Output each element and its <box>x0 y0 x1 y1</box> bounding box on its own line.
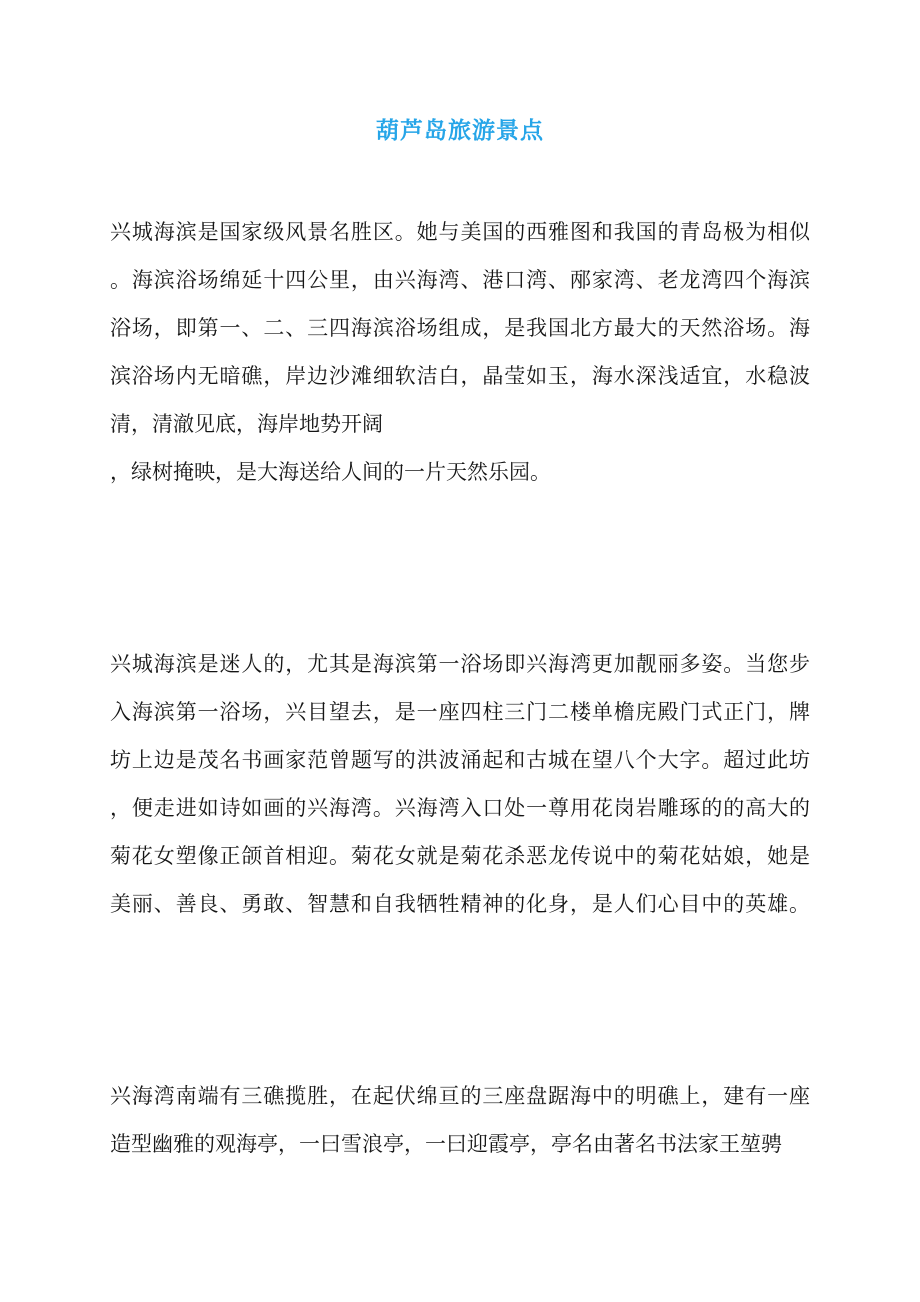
text-line: 坊上边是茂名书画家范曾题写的洪波涌起和古城在望八个大字。超过此坊 <box>110 748 810 772</box>
text-line: 兴海湾南端有三礁揽胜，在起伏绵亘的三座盘踞海中的明礁上，建有一座 <box>110 1084 810 1108</box>
document-body <box>110 208 810 1168</box>
text-line: 。海滨浴场绵延十四公里，由兴海湾、港口湾、邴家湾、老龙湾四个海滨 <box>110 268 810 292</box>
document-title: 葫芦岛旅游景点 <box>376 118 544 143</box>
text-line: 菊花女塑像正颌首相迎。菊花女就是菊花杀恶龙传说中的菊花姑娘，她是 <box>110 844 810 868</box>
text-line: 入海滨第一浴场，兴目望去，是一座四柱三门二楼单檐庑殿门式正门，牌 <box>110 700 810 724</box>
paragraph-2 <box>110 640 810 928</box>
text-line: 兴城海滨是国家级风景名胜区。她与美国的西雅图和我国的青岛极为相似 <box>110 220 810 244</box>
paragraph-3 <box>110 1072 810 1168</box>
text-line: ，便走进如诗如画的兴海湾。兴海湾入口处一尊用花岗岩雕琢的的高大的 <box>110 796 810 820</box>
text-line: 美丽、善良、勇敢、智慧和自我牺牲精神的化身，是人们心目中的英雄。 <box>110 892 810 916</box>
text-line: ，绿树掩映，是大海送给人间的一片天然乐园。 <box>110 460 551 484</box>
text-line: 浴场，即第一、二、三四海滨浴场组成，是我国北方最大的天然浴场。海 <box>110 316 810 340</box>
text-line: 兴城海滨是迷人的，尤其是海滨第一浴场即兴海湾更加靓丽多姿。当您步 <box>110 652 810 676</box>
text-line: 清，清澈见底，海岸地势开阔 <box>110 412 383 436</box>
text-line: 造型幽雅的观海亭，一曰雪浪亭，一曰迎霞亭，亭名由著名书法家王堃骋 <box>110 1132 782 1156</box>
paragraph-1 <box>110 208 810 496</box>
text-line: 滨浴场内无暗礁，岸边沙滩细软洁白，晶莹如玉，海水深浅适宜，水稳波 <box>110 364 810 388</box>
